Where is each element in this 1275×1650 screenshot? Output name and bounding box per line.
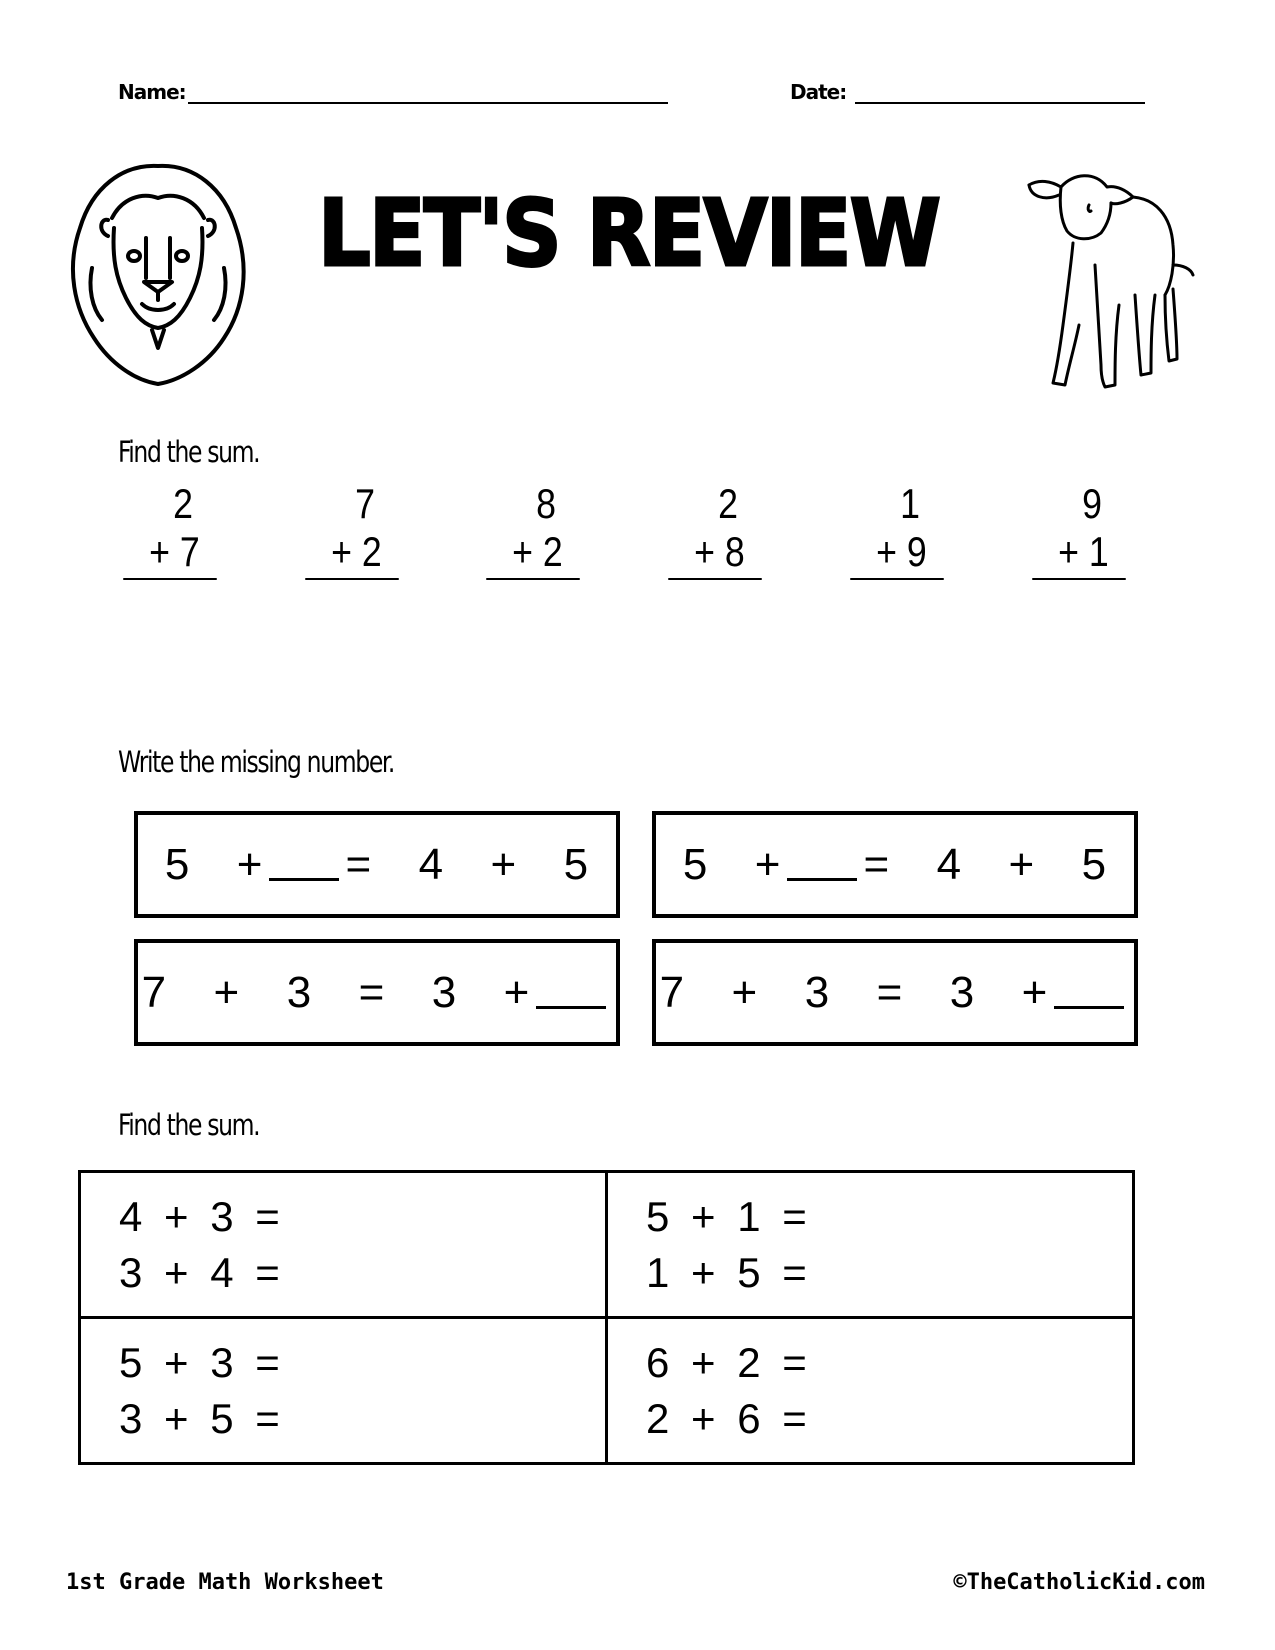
equation-left: 7 + 3 = 3 + (141, 967, 531, 1017)
grid-cell (607, 1172, 1134, 1318)
date-label: Date: (790, 80, 847, 104)
addend-bottom: + 8 (694, 528, 745, 575)
grid-cell (607, 1318, 1134, 1464)
section2-instruction: Write the missing number. (118, 745, 394, 779)
addend-bottom: + 2 (512, 528, 563, 575)
equation-left: 7 + 3 = 3 + (659, 967, 1049, 1017)
lamb-icon (1015, 165, 1205, 405)
addend-bottom: + 7 (149, 528, 200, 575)
addition-problem (1032, 480, 1126, 580)
date-field[interactable] (855, 102, 1145, 104)
missing-number-box (134, 939, 620, 1046)
addition-problem (305, 480, 399, 580)
footer-left: 1st Grade Math Worksheet (66, 1570, 384, 1595)
answer-blank[interactable] (536, 976, 606, 1009)
name-label: Name: (118, 80, 186, 104)
equation-line: 2 + 6 = (646, 1394, 807, 1442)
grid-cell (80, 1318, 607, 1464)
addend-bottom: + 2 (331, 528, 382, 575)
answer-blank[interactable] (269, 848, 339, 881)
addend-top: 1 (900, 480, 920, 527)
equation-left: 5 + (682, 839, 782, 889)
answer-line[interactable] (123, 578, 217, 580)
answer-line[interactable] (305, 578, 399, 580)
equation-line: 5 + 1 = (646, 1192, 807, 1240)
addition-problem (123, 480, 217, 580)
equation-left: 5 + (164, 839, 264, 889)
missing-number-box (652, 939, 1138, 1046)
answer-line[interactable] (850, 578, 944, 580)
addition-problem (668, 480, 762, 580)
equation-line: 5 + 3 = (119, 1338, 280, 1386)
footer-right: ©TheCatholicKid.com (953, 1570, 1205, 1595)
addend-top: 2 (173, 480, 193, 527)
addend-top: 7 (355, 480, 375, 527)
equation-line: 1 + 5 = (646, 1248, 807, 1296)
addend-top: 8 (536, 480, 556, 527)
answer-line[interactable] (486, 578, 580, 580)
lion-icon (62, 158, 254, 388)
sum-grid (78, 1170, 1135, 1465)
equation-line: 4 + 3 = (119, 1192, 280, 1240)
answer-blank[interactable] (787, 848, 857, 881)
equation-line: 3 + 5 = (119, 1394, 280, 1442)
missing-number-box (652, 811, 1138, 918)
answer-line[interactable] (1032, 578, 1126, 580)
addition-problem (486, 480, 580, 580)
page-title: LET'S REVIEW (318, 180, 940, 287)
addend-bottom: + 1 (1058, 528, 1109, 575)
grid-cell (80, 1172, 607, 1318)
equation-line: 6 + 2 = (646, 1338, 807, 1386)
addend-top: 9 (1082, 480, 1102, 527)
missing-number-box (134, 811, 620, 918)
equation-right: = 4 + 5 (345, 839, 590, 889)
answer-line[interactable] (668, 578, 762, 580)
addend-bottom: + 9 (876, 528, 927, 575)
equation-right: = 4 + 5 (863, 839, 1108, 889)
section1-instruction: Find the sum. (118, 435, 260, 469)
name-field[interactable] (188, 102, 668, 104)
answer-blank[interactable] (1054, 976, 1124, 1009)
addition-problem (850, 480, 944, 580)
section3-instruction: Find the sum. (118, 1108, 260, 1142)
addend-top: 2 (718, 480, 738, 527)
equation-line: 3 + 4 = (119, 1248, 280, 1296)
